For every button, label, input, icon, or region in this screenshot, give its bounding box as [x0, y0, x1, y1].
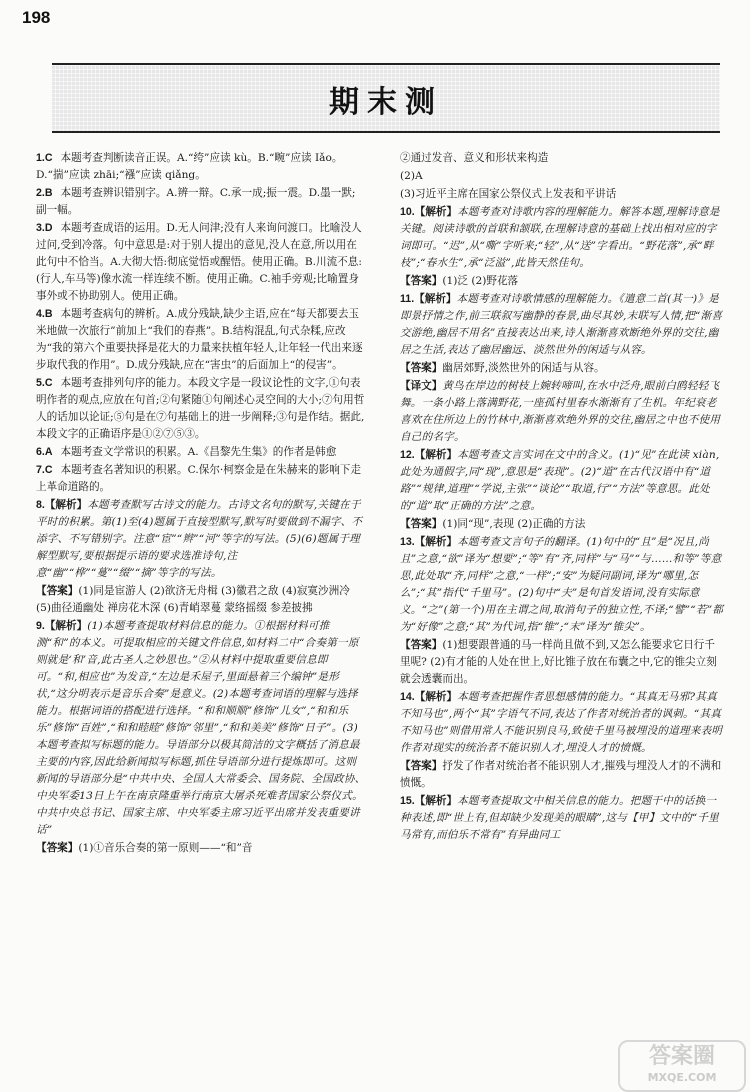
- banner-top-rule: [52, 63, 720, 65]
- banner-bottom-rule: [52, 131, 720, 133]
- label-tag: 【解析】: [414, 795, 458, 807]
- answer-text: (1)本题考查提取材料信息的能力。①根据材料可推测“和”的本义。可提取相应的关键文件信息,如材料二中“合奏第一原则就是‘和’音,此古圣人之妙思也。”②从材料中提取重要信息即可。“和,相应也”为发音,“左边是禾屋子,里面悬着三个编钟”是形状,“这分明表示是音乐合奏”是意义。(2)本题考查词语的理解与选择能力。根据词语的搭配进行选择。“和和顺顺”修饰“儿女”,“和和乐乐”修饰“百姓”,“和和睦睦”修饰“邻里”,“和和美美”修饰“日子”。(3)本题考查拟写标题的能力。导语部分以极其简洁的文字概括了消息最主要的内容,因此给新闻拟写标题,抓住导语部分进行提炼即可。这则新闻的导语部分是“中共中央、全国人大常委会、国务院、全国政协、中央军委13日上午在南京隆重举行南京大屠杀死难者国家公祭仪式。中共中央总书记、国家主席、中央军委主席习近平出席并发表重要讲话”: [36, 620, 366, 836]
- answer-text: 本题考查文学常识的积累。A.《昌黎先生集》的作者是韩愈: [60, 446, 337, 458]
- answer-item: [36, 444, 366, 461]
- answer-text: ②通过发音、意义和形状来构造: [400, 152, 549, 164]
- question-number: 8.: [36, 499, 45, 511]
- answer-text: (2)A: [400, 170, 423, 182]
- answer-item: [36, 306, 366, 374]
- answer-text: 本题考查把握作者思想感情的能力。“其真无马邪?其真不知马也”,两个“其”字语气不同,表达了作者对统治者的讽刺。“其真不知马也”则借用常人不能识别良马,致使千里马被埋没的道理来表明作者对现实的统治者不能识别人才,埋没人才的愤慨。: [400, 691, 723, 754]
- section-banner: [52, 63, 720, 133]
- question-number: 13.: [400, 536, 415, 548]
- answer-item: [36, 583, 366, 617]
- answer-text: 幽居郊野,淡然世外的闲适与从容。: [442, 362, 605, 374]
- label-tag: 【答案】: [400, 518, 443, 530]
- label-tag: 【答案】: [400, 639, 443, 651]
- answer-item: [400, 273, 725, 290]
- answer-text: (1)①音乐合奏的第一原则——“和”音: [78, 842, 253, 854]
- question-number: 1.: [36, 152, 45, 164]
- answer-item: [400, 168, 725, 185]
- answer-text: (1)泛 (2)野花落: [442, 275, 519, 287]
- question-number: 7.: [36, 464, 45, 476]
- answer-item: [400, 637, 725, 688]
- answer-item: [400, 378, 725, 446]
- answer-item: [400, 150, 725, 167]
- answer-text: 本题考查辨识错别字。A.辨一辩。C.承一成;振一震。D.墨一默;副一幅。: [36, 187, 356, 216]
- label-tag: 【答案】: [400, 275, 443, 287]
- question-number: 14.: [400, 691, 415, 703]
- answer-item: [36, 497, 366, 582]
- label-tag: 【答案】: [36, 842, 79, 854]
- answer-choice: C: [44, 464, 53, 476]
- answer-text: (1)同是宦游人 (2)欲济无舟楫 (3)徽君之敌 (4)寂寞沙洲冷 (5)曲径通幽处 禅房花木深 (6)青峭翠蔓 蒙络摇缀 参差披拂: [36, 585, 350, 614]
- answer-text: 抒发了作者对统治者不能识别人才,摧残与埋没人才的不满和愤慨。: [400, 760, 722, 789]
- answer-text: 本题考查对诗歌内容的理解能力。解答本题,理解诗意是关键。阅读诗歌的首联和颔联,在理解诗意的基础上找出相对应的字词即可。“迟”,从“嘶”字听来;“轻”,从“送”字看出。“野花落”,承“畔枝”;“春水生”,承“泛溢”,此皆天然佳句。: [400, 206, 720, 269]
- answer-item: [400, 793, 725, 844]
- answer-item: [36, 375, 366, 443]
- label-tag: 【答案】: [36, 585, 79, 597]
- answer-choice: B: [44, 308, 53, 320]
- answer-item: [400, 204, 725, 272]
- question-number: 4.: [36, 308, 45, 320]
- watermark-text: 答案圈: [648, 1044, 715, 1069]
- answer-choice: B: [44, 187, 53, 199]
- answer-text: (1)想要跟普通的马一样尚且做不到,又怎么能要求它日行千里呢? (2)有才能的人处在世上,好比锥子放在布囊之中,它的锥尖立刻就会透囊而出。: [400, 639, 717, 685]
- answer-item: [36, 840, 366, 857]
- question-number: 3.: [36, 222, 45, 234]
- answer-item: [36, 220, 366, 305]
- answer-text: 本题考查病句的辨析。A.成分残缺,缺少主语,应在“每天都要去玉米地做一次旅行”前加上“我们的春燕”。B.结构混乱,句式杂糅,应改为“我的第六个重要抉择是花大的力量来扶植年轻人,让年轻一代出来逐步取代我的作用”。D.成分残缺,应在“害虫”的后面加上“的侵害”。: [36, 308, 363, 371]
- label-tag: 【解析】: [44, 620, 88, 632]
- watermark-url: MXQE.COM: [647, 1071, 717, 1084]
- answer-text: 本题考查提取文中相关信息的能力。把题干中的话换一种表述,即“世上有,但却缺少发现美的眼睛”,这与【甲】文中的“千里马常有,而伯乐不常有”有异曲同工: [400, 795, 719, 841]
- answer-text: 本题考查判断读音正误。A.“绔”应读 kù。B.“畹”应读 Iǎo。D.“揣”应读 zhāi;“襁”应读 qiǎng。: [36, 152, 343, 181]
- label-tag: 【解析】: [414, 449, 458, 461]
- answer-item: [400, 516, 725, 533]
- question-number: 2.: [36, 187, 45, 199]
- question-number: 11.: [400, 293, 415, 305]
- question-number: 10.: [400, 206, 415, 218]
- answer-choice: A: [44, 446, 53, 458]
- left-column: [36, 150, 366, 858]
- question-number: 12.: [400, 449, 415, 461]
- page-title: 期末测: [329, 85, 443, 120]
- answer-text: 本题考查名著知识的积累。C.保尔·柯察金是在朱赫来的影响下走上革命道路的。: [36, 464, 361, 493]
- answer-item: [400, 360, 725, 377]
- label-tag: 【答案】: [400, 760, 443, 772]
- answer-item: [36, 618, 366, 839]
- answer-text: 本题考查默写古诗文的能力。古诗文名句的默写,关键在于平时的积累。第(1)至(4)题属于直接型默写,默写时要做到不漏字、不添字、不写错别字。注意“宦”“辫”“河”等字的写法。(5)(6)题属于理解型默写,要根据提示语的要求选准诗句,注意“幽”“桦”“蔓”“缀”“摘”等字的写法。: [36, 499, 363, 579]
- answer-text: 本题考查文言句子的翻译。(1)句中的“且”是“况且,尚且”之意,“欲”译为“想要”;“等”有“齐,同样”与“马”“与……和等”等意思,此处取“齐,同样”之意,“一样”;“安”为疑问副词,译为“哪里,怎么”;“其”指代“千里马”。(2)句中“夫”是句首发语词,没有实际意义。“之”(第一个)用在主谓之间,取消句子的独立性,不译;“譬”“若”都为“好像”之意;“其”为代词,指“锥”;“末”译为“锥尖”。: [400, 536, 724, 633]
- label-tag: 【答案】: [400, 362, 443, 374]
- answer-choice: C: [44, 152, 53, 164]
- answer-item: [36, 150, 366, 184]
- question-number: 6.: [36, 446, 45, 458]
- answer-choice: D: [44, 222, 53, 234]
- label-tag: 【译文】: [400, 380, 443, 392]
- answer-choice: C: [44, 377, 53, 389]
- label-tag: 【解析】: [414, 691, 458, 703]
- answer-text: (1)同“现”,表现 (2)正确的方法: [442, 518, 586, 530]
- answer-item: [400, 291, 725, 359]
- label-tag: 【解析】: [414, 206, 458, 218]
- answer-item: [400, 689, 725, 757]
- question-number: 5.: [36, 377, 45, 389]
- answer-item: [36, 185, 366, 219]
- answer-text: 本题考查成语的运用。D.无人问津;没有人来询问渡口。比喻没人过问,受到冷落。句中意思是:对于别人提出的意见,没人在意,所以用在此句中不恰当。A.大彻大悟:彻底觉悟或醒悟。使用正确。B.川流不息:(行人,车马等)像水流一样连续不断。使用正确。C.袖手旁观;比喻置身事外或不协助别人。使用正确。: [36, 222, 362, 302]
- answer-text: 本题考查排列句序的能力。本段文字是一段议论性的文字,①句表明作者的观点,应放在句首;②句紧随①句阐述心灵空间的大小;⑦句用哲人的话加以论证;⑤句是在⑦句基础上的进一步阐释;③句是作结。据此,本段文字的正确语序是①②⑦⑤③。: [36, 377, 365, 440]
- answer-text: 黄鸟在岸边的树枝上婉转啼叫,在水中泛舟,眼前白鸥轻轻飞舞。一条小路上落满野花,一座孤村里春水渐渐有了生机。年纪衰老喜欢在住所边上的竹林中,渐渐喜欢绝外界的交往,幽居之中也不使用自己的名字。: [400, 380, 721, 443]
- label-tag: 【解析】: [44, 499, 88, 511]
- answer-item: [400, 447, 725, 515]
- question-number: 9.: [36, 620, 45, 632]
- answer-item: [400, 534, 725, 636]
- answer-text: 本题考查文言实词在文中的含义。(1)“见”在此读 xiàn,此处为通假字,同“现”,意思是“表现”。(2)“道”在古代汉语中有“道路”“规律,道理”“学说,主张”“谈论”“取道,行”“方法”等意思。此处的“道”取“正确的方法”之意。: [400, 449, 720, 512]
- label-tag: 【解析】: [414, 536, 458, 548]
- watermark-logo: [618, 1040, 746, 1092]
- label-tag: 【解析】: [414, 293, 457, 305]
- question-number: 15.: [400, 795, 415, 807]
- answer-item: [400, 758, 725, 792]
- answer-item: [36, 462, 366, 496]
- page-number: 198: [22, 8, 51, 27]
- answer-text: 本题考查对诗歌情感的理解能力。《遣意二首(其一)》是即景抒情之作,前三联叙写幽静的春景,曲尽其妙,末联写人情,把“渐喜交游绝,幽居不用名”直接表达出来,诗人渐渐喜欢断绝外界的交往,幽居之生活,表达了幽居幽远、淡然世外的闲适与从容。: [400, 293, 723, 356]
- answer-item: [400, 186, 725, 203]
- right-column: [400, 150, 725, 845]
- answer-text: (3)习近平主席在国家公祭仪式上发表和平讲话: [400, 188, 617, 200]
